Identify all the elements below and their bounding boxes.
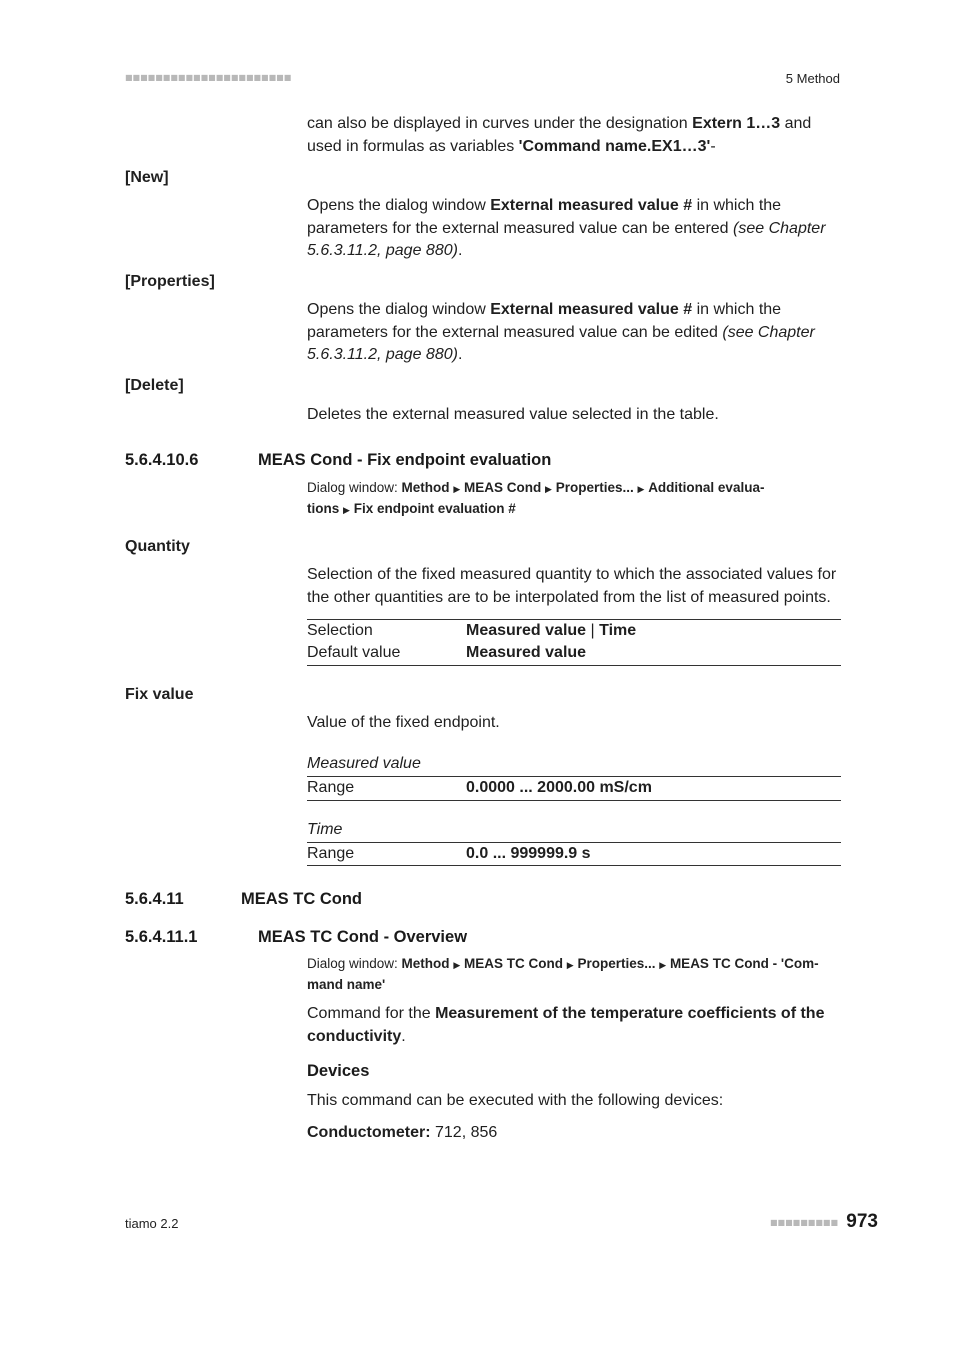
conductometer-label: Conductometer: <box>307 1124 431 1141</box>
dialog-path-item: Properties... <box>555 480 634 495</box>
properties-dialog-name: External measured value # <box>490 301 693 318</box>
param-value <box>466 620 841 642</box>
conductometer-line <box>307 1122 841 1145</box>
dialog-path-item: tions <box>307 501 340 516</box>
section-title: MEAS TC Cond - Overview <box>258 928 468 946</box>
dialog-path-item: MEAS TC Cond <box>464 956 563 971</box>
properties-text: Opens the dialog window <box>307 301 491 318</box>
new-text-3: . <box>457 242 463 259</box>
properties-label: [Properties] <box>125 273 215 290</box>
arrow-right-icon: ▶ <box>453 960 461 970</box>
arrow-right-icon: ▶ <box>545 484 552 494</box>
measured-value-range-table <box>307 777 841 799</box>
dialog-path-item: MEAS Cond <box>464 480 542 495</box>
section-heading-fix-endpoint <box>125 451 551 470</box>
new-dialog-name: External measured value # <box>490 197 693 214</box>
section-number: 5.6.4.10.6 <box>125 451 199 469</box>
delete-description: Deletes the external measured value selected in the table. <box>307 406 719 423</box>
running-header-chapter: 5 Method <box>785 71 840 86</box>
param-key: Default value <box>307 644 401 661</box>
dialog-path-item: Method <box>401 480 450 495</box>
footer-product: tiamo 2.2 <box>125 1216 179 1231</box>
conductometer-models: 712, 856 <box>430 1124 498 1141</box>
arrow-right-icon: ▶ <box>343 505 350 515</box>
new-reference: (see Chapter 5.6.3.11.2, page 880) <box>307 219 826 259</box>
new-label: [New] <box>125 169 169 186</box>
param-value: Measured value <box>466 644 587 661</box>
param-value: 0.0000 ... 2000.00 mS/cm <box>466 779 652 796</box>
properties-description <box>307 299 841 367</box>
arrow-right-icon: ▶ <box>637 484 645 494</box>
dialog-path-item: Method <box>401 956 450 971</box>
intro-text-2: and used in formulas as variables <box>307 115 812 155</box>
intro-variable-term: 'Command name.EX1…3' <box>518 137 711 155</box>
devices-description: This command can be executed with the following devices: <box>307 1092 724 1109</box>
dialog-path-item: mand name' <box>307 977 386 992</box>
quantity-table <box>307 620 841 664</box>
option-measured-value: Measured value <box>466 622 587 639</box>
table-row <box>307 843 841 865</box>
section-heading-meas-tc-cond-overview <box>125 928 467 947</box>
param-key: Range <box>307 779 355 796</box>
intro-extern-term: Extern 1…3 <box>692 115 781 132</box>
table-row <box>307 642 841 664</box>
page-number: 973 <box>846 1211 878 1232</box>
dialog-path-item: Additional evalua- <box>648 480 765 495</box>
delete-label: [Delete] <box>125 377 184 394</box>
param-key: Selection <box>307 622 373 639</box>
dialog-path-item: Properties... <box>577 956 656 971</box>
time-range-table <box>307 843 841 865</box>
arrow-right-icon: ▶ <box>453 484 461 494</box>
section-number: 5.6.4.11.1 <box>125 928 198 946</box>
properties-text-2: in which the parameters for the external measured value can be edited <box>307 301 782 341</box>
intro-text-3: - <box>710 137 716 155</box>
table-rule <box>307 865 841 866</box>
new-text-2: in which the parameters for the external measured value can be entered <box>307 197 782 237</box>
dialog-path-item: Fix endpoint evaluation # <box>353 501 516 516</box>
intro-paragraph <box>307 113 841 158</box>
dialog-prefix: Dialog window: <box>307 480 402 495</box>
dialog-path-fix-endpoint <box>307 478 841 520</box>
command-description <box>307 1003 841 1048</box>
section-title: MEAS TC Cond <box>241 890 362 908</box>
section-title: MEAS Cond - Fix endpoint evaluation <box>258 451 552 469</box>
param-value: 0.0 ... 999999.9 s <box>466 845 591 862</box>
section-number: 5.6.4.11 <box>125 890 184 908</box>
quantity-description: Selection of the fixed measured quantity to which the associated values for the other quantities are to be interpolated from the list of measured points. <box>307 566 837 606</box>
arrow-right-icon: ▶ <box>659 960 667 970</box>
table-row <box>307 620 841 642</box>
table-row <box>307 777 841 799</box>
fix-value-label: Fix value <box>125 686 194 703</box>
section-heading-meas-tc-cond <box>125 890 362 909</box>
measured-value-caption: Measured value <box>307 755 421 772</box>
table-rule <box>307 800 841 801</box>
dialog-path-item: MEAS TC Cond - 'Com- <box>669 956 819 971</box>
option-separator: | <box>586 622 600 639</box>
header-decoration: ■■■■■■■■■■■■■■■■■■■■■■ <box>125 73 292 82</box>
dialog-path-meas-tc-cond <box>307 954 841 995</box>
properties-reference: (see Chapter 5.6.3.11.2, page 880) <box>307 323 815 363</box>
footer-decoration: ■■■■■■■■■ <box>769 1218 838 1227</box>
fix-value-description: Value of the fixed endpoint. <box>307 714 500 731</box>
command-text-2: . <box>401 1027 406 1045</box>
devices-heading: Devices <box>307 1062 370 1080</box>
dialog-prefix: Dialog window: <box>307 956 402 971</box>
properties-text-3: . <box>457 346 463 363</box>
arrow-right-icon: ▶ <box>566 960 574 970</box>
option-time: Time <box>599 622 637 639</box>
time-caption: Time <box>307 821 343 838</box>
table-rule <box>307 665 841 666</box>
param-key: Range <box>307 845 355 862</box>
new-description <box>307 195 841 263</box>
command-text: Command for the <box>307 1005 436 1022</box>
command-name: Measurement of the temperature coefficients of the conductivity <box>307 1005 825 1045</box>
quantity-label: Quantity <box>125 538 190 555</box>
intro-text: can also be displayed in curves under the designation <box>307 115 693 132</box>
new-text: Opens the dialog window <box>307 197 491 214</box>
